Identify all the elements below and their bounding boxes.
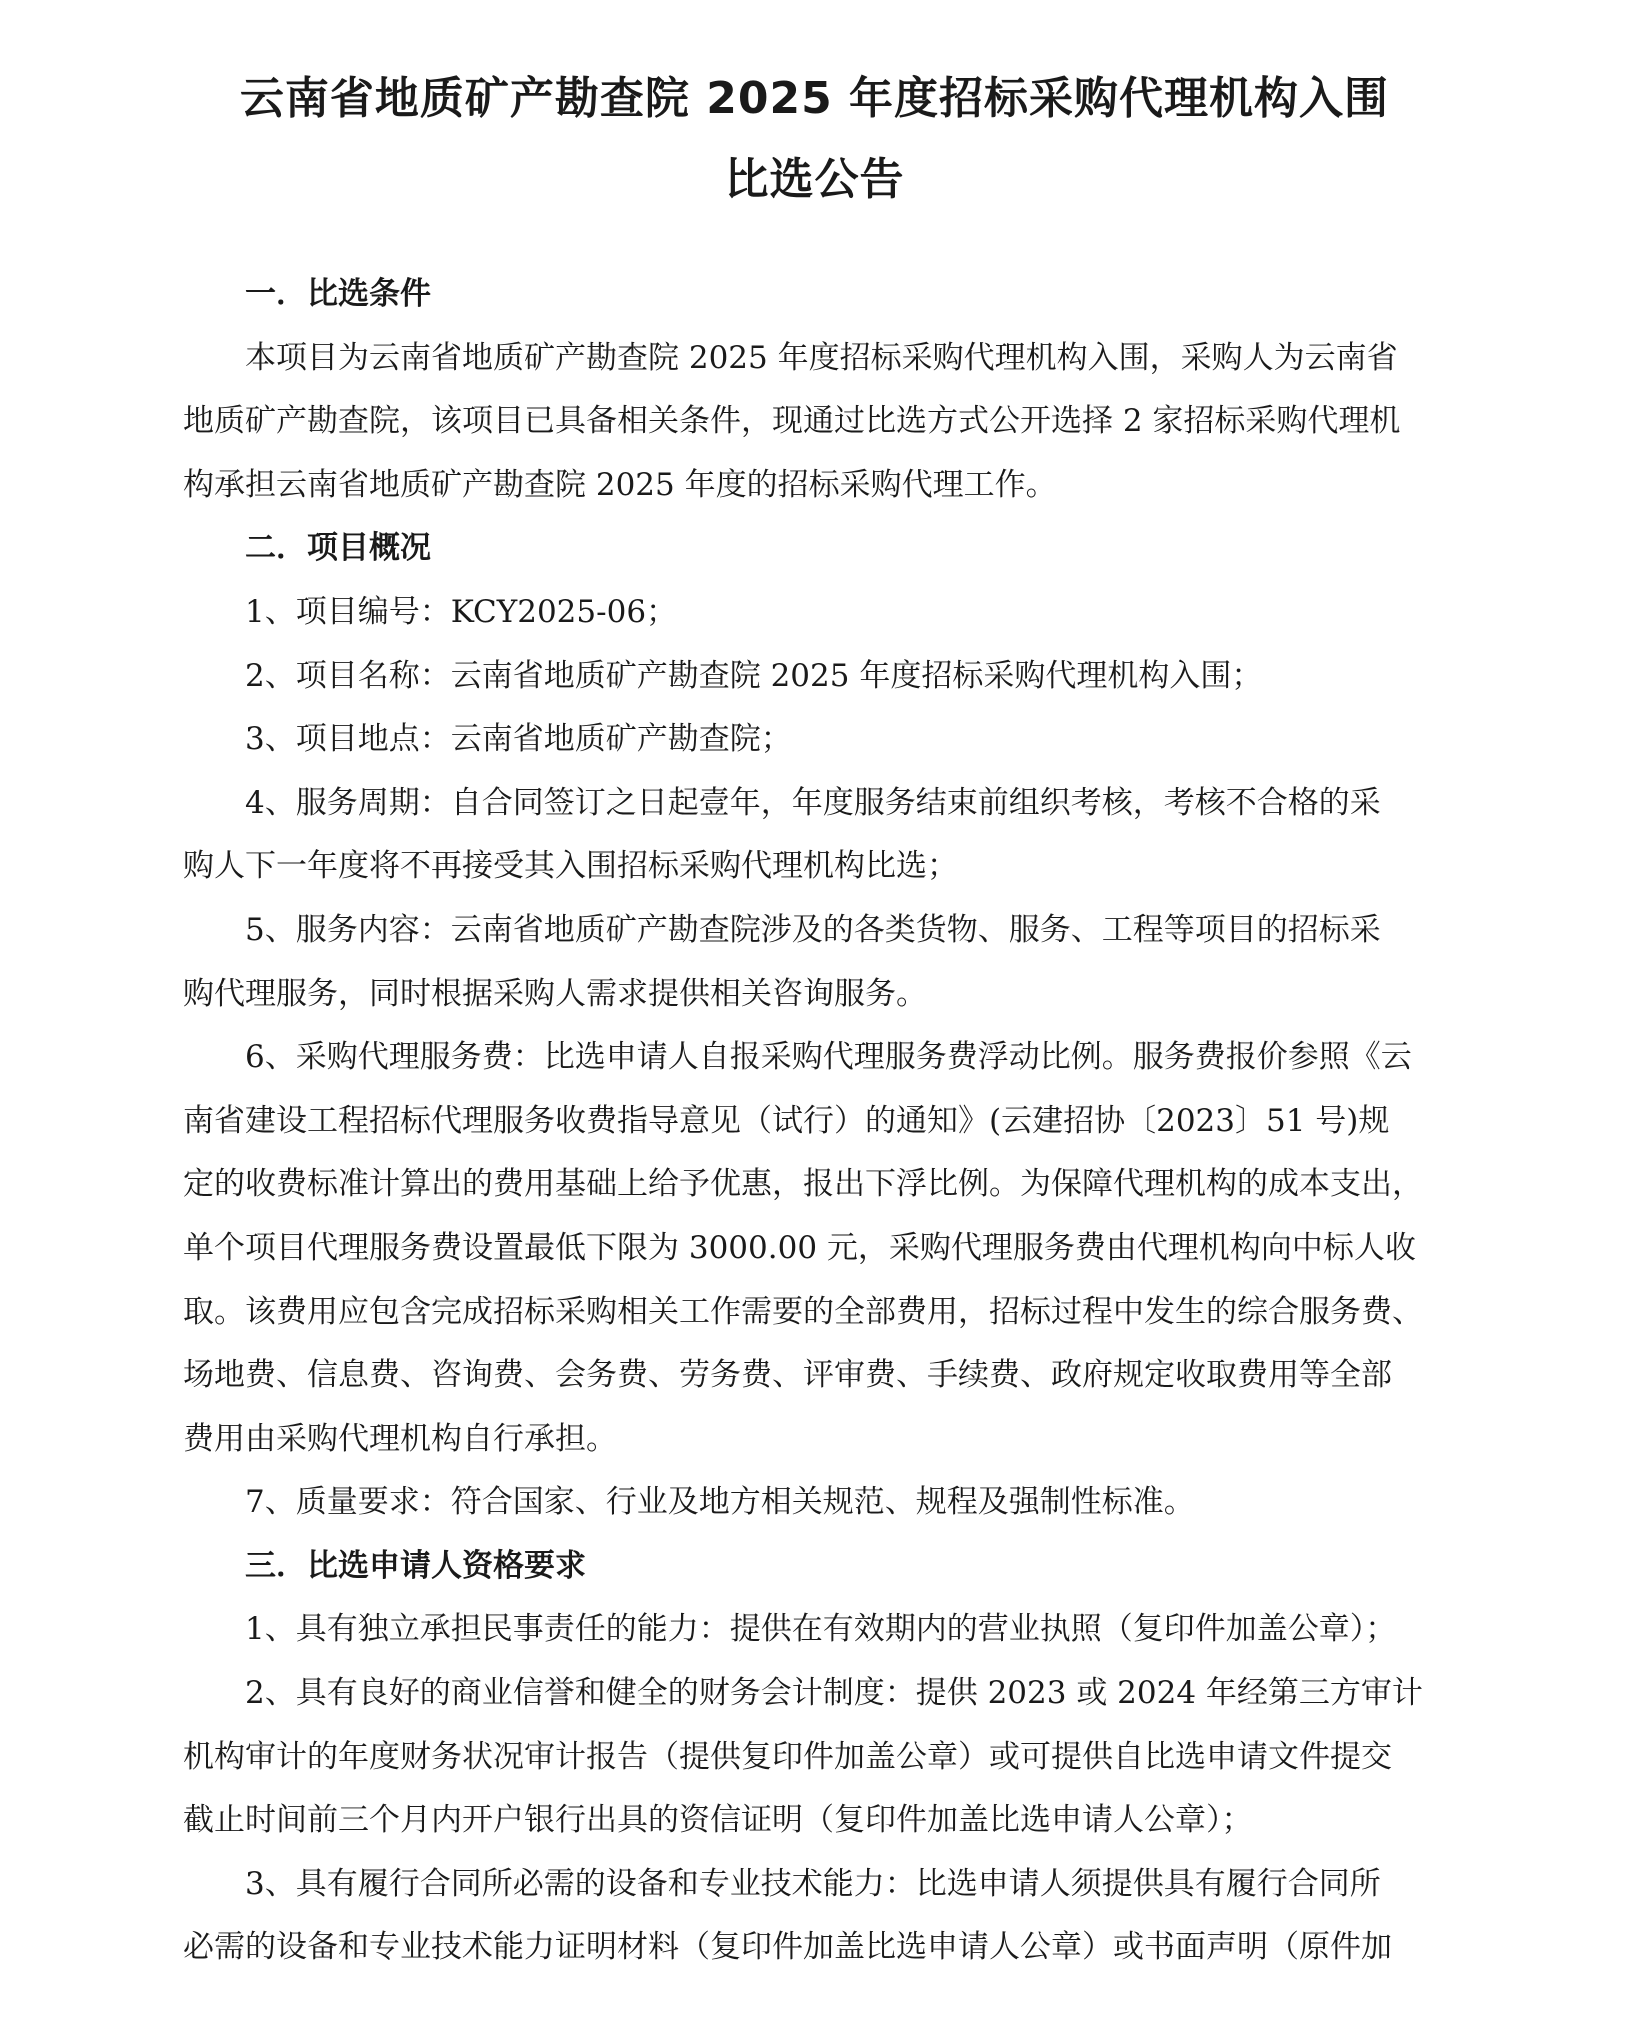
body-text-line: 定的收费标准计算出的费用基础上给予优惠，报出下浮比例。为保障代理机构的成本支出， bbox=[183, 1166, 1423, 1203]
body-text-line: 7、质量要求：符合国家、行业及地方相关规范、规程及强制性标准。 bbox=[245, 1484, 1195, 1521]
body-text-line: 地质矿产勘查院，该项目已具备相关条件，现通过比选方式公开选择 2 家招标采购代理机 bbox=[183, 403, 1401, 440]
body-text-line: 构承担云南省地质矿产勘查院 2025 年度的招标采购代理工作。 bbox=[183, 466, 1057, 503]
body-text-line: 4、服务周期：自合同签订之日起壹年，年度服务结束前组织考核，考核不合格的采 bbox=[245, 784, 1381, 821]
body-text-line: 2、具有良好的商业信誉和健全的财务会计制度：提供 2023 或 2024 年经第三方审计 bbox=[245, 1675, 1423, 1712]
section-heading: 二．项目概况 bbox=[245, 530, 431, 567]
body-text-line: 1、具有独立承担民事责任的能力：提供在有效期内的营业执照（复印件加盖公章）； bbox=[245, 1611, 1397, 1648]
body-text-line: 机构审计的年度财务状况审计报告（提供复印件加盖公章）或可提供自比选申请文件提交 bbox=[183, 1738, 1392, 1775]
body-text-line: 购代理服务，同时根据采购人需求提供相关咨询服务。 bbox=[183, 975, 927, 1012]
body-text-line: 南省建设工程招标代理服务收费指导意见（试行）的通知》(云建招协〔2023〕51 号)规 bbox=[183, 1102, 1390, 1139]
body-text-line: 5、服务内容：云南省地质矿产勘查院涉及的各类货物、服务、工程等项目的招标采 bbox=[245, 911, 1381, 948]
body-text-line: 费用由采购代理机构自行承担。 bbox=[183, 1420, 617, 1457]
body-text-line: 1、项目编号：KCY2025-06； bbox=[245, 593, 678, 630]
body-text-line: 必需的设备和专业技术能力证明材料（复印件加盖比选申请人公章）或书面声明（原件加 bbox=[183, 1929, 1392, 1966]
section-heading: 一．比选条件 bbox=[245, 276, 431, 312]
body-text-line: 3、项目地点：云南省地质矿产勘查院； bbox=[245, 721, 792, 758]
body-text-line: 截止时间前三个月内开户银行出具的资信证明（复印件加盖比选申请人公章）； bbox=[183, 1802, 1253, 1839]
body-text-line: 本项目为云南省地质矿产勘查院 2025 年度招标采购代理机构入围，采购人为云南省 bbox=[245, 339, 1398, 376]
body-text-line: 场地费、信息费、咨询费、会务费、劳务费、评审费、手续费、政府规定收取费用等全部 bbox=[183, 1357, 1392, 1394]
body-text-line: 3、具有履行合同所必需的设备和专业技术能力：比选申请人须提供具有履行合同所 bbox=[245, 1865, 1381, 1902]
body-text-line: 取。该费用应包含完成招标采购相关工作需要的全部费用，招标过程中发生的综合服务费、 bbox=[183, 1293, 1423, 1330]
document-title-line1: 云南省地质矿产勘查院 2025 年度招标采购代理机构入围 bbox=[239, 73, 1390, 124]
section-heading: 三．比选申请人资格要求 bbox=[245, 1547, 586, 1584]
document-title-line2: 比选公告 bbox=[724, 154, 905, 205]
body-text-line: 6、采购代理服务费：比选申请人自报采购代理服务费浮动比例。服务费报价参照《云 bbox=[245, 1039, 1412, 1076]
body-text-line: 购人下一年度将不再接受其入围招标采购代理机构比选； bbox=[183, 848, 958, 885]
body-text-line: 单个项目代理服务费设置最低下限为 3000.00 元，采购代理服务费由代理机构向中标人收 bbox=[183, 1229, 1416, 1266]
body-text-line: 2、项目名称：云南省地质矿产勘查院 2025 年度招标采购代理机构入围； bbox=[245, 657, 1263, 694]
document-body bbox=[183, 263, 1450, 1980]
